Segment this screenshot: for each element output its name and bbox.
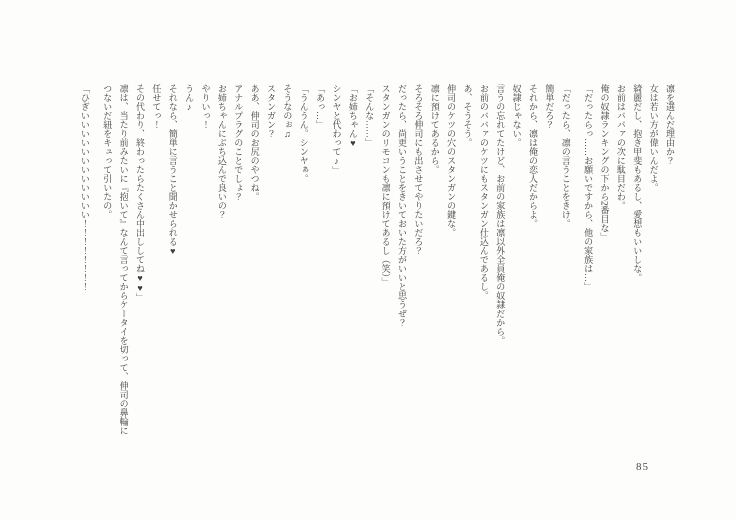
text-line: シンヤと代わって♪」 bbox=[331, 84, 342, 175]
page-number: 85 bbox=[636, 461, 649, 473]
text-line: お前はババァの次に駄目だわ。 bbox=[615, 84, 626, 210]
text-line: つないだ紐をキュって引いたの。 bbox=[102, 84, 113, 219]
text-line: 「ひぎいいいいいいいいいいいい！！！！！！！！ bbox=[79, 84, 90, 291]
page-text-block bbox=[77, 84, 679, 470]
text-line: 凛を選んだ理由か？ bbox=[665, 84, 675, 165]
text-line: 俺の奴隷ランキングの下から2番目な」 bbox=[599, 84, 610, 242]
text-line: それなら、簡単に言うこと聞かせられる♥ bbox=[167, 84, 178, 256]
text-line: 「だったら、凛の言うことをきけ。 bbox=[560, 84, 571, 228]
text-line: ああ、伸司のお尻のやつね。 bbox=[249, 84, 260, 201]
text-line: そろそろ伸司にも出させてやりたいだろ？ bbox=[413, 84, 424, 255]
text-line: 「だったらっ……お願いですから、他の家族は…」 bbox=[583, 84, 594, 291]
text-line: 「あっ…」 bbox=[315, 84, 326, 129]
text-line: アナルプラグのことでしょ？ bbox=[233, 84, 244, 201]
text-line: 「お姉ちゃん♥ bbox=[347, 84, 358, 148]
text-line: その代わり、終わったらたくさん中出ししてね♥♥」 bbox=[135, 84, 145, 302]
text-line: あ、そうそう。 bbox=[462, 84, 473, 147]
text-line: 奴隷じゃない。 bbox=[511, 84, 522, 147]
text-line: 「うんうん。シンヤぁ。 bbox=[298, 84, 309, 183]
text-line: 言うの忘れてたけど、お前の家族は凛以外全員俺の奴隷だから。 bbox=[495, 84, 506, 345]
text-line: やりいっ！ bbox=[200, 84, 211, 129]
text-line: 簡単だろ？ bbox=[544, 84, 555, 129]
text-line: 綺麗だし、抱き甲斐もあるし、愛想もいいしな。 bbox=[632, 84, 643, 282]
text-line: それから、凛は俺の恋人だからよ。 bbox=[528, 84, 538, 228]
text-line: 女は若い方が偉いんだよ。 bbox=[648, 84, 659, 192]
text-line: 凛に預けてあるから。 bbox=[429, 84, 440, 174]
text-line: スタンガンのリモコンも凛に預けてあるし（笑）」 bbox=[380, 84, 391, 287]
text-line: だったら、尚更いうことをきいておいた方がいいと思うぜ？ bbox=[397, 84, 407, 327]
text-line: お姉ちゃんにぶち込んで良いの？ bbox=[216, 84, 227, 219]
text-line: スタンガン？ bbox=[266, 84, 276, 138]
text-line: 凛は、当たり前みたいに『抱いて』なんて言ってからケータイを切って、伸司の鼻輪に bbox=[118, 84, 129, 435]
text-line: 伸司のケツの穴のスタンガンの鍵な。 bbox=[446, 84, 457, 237]
text-line: 「そんな……」 bbox=[364, 84, 375, 147]
text-line: そうなのぉ♫ bbox=[282, 84, 293, 139]
text-line: うん♪ bbox=[184, 84, 195, 112]
text-line: お前のババァのケツにもスタンガン仕込んであるし。 bbox=[478, 84, 489, 300]
text-line: 任せてっ！ bbox=[151, 84, 162, 129]
